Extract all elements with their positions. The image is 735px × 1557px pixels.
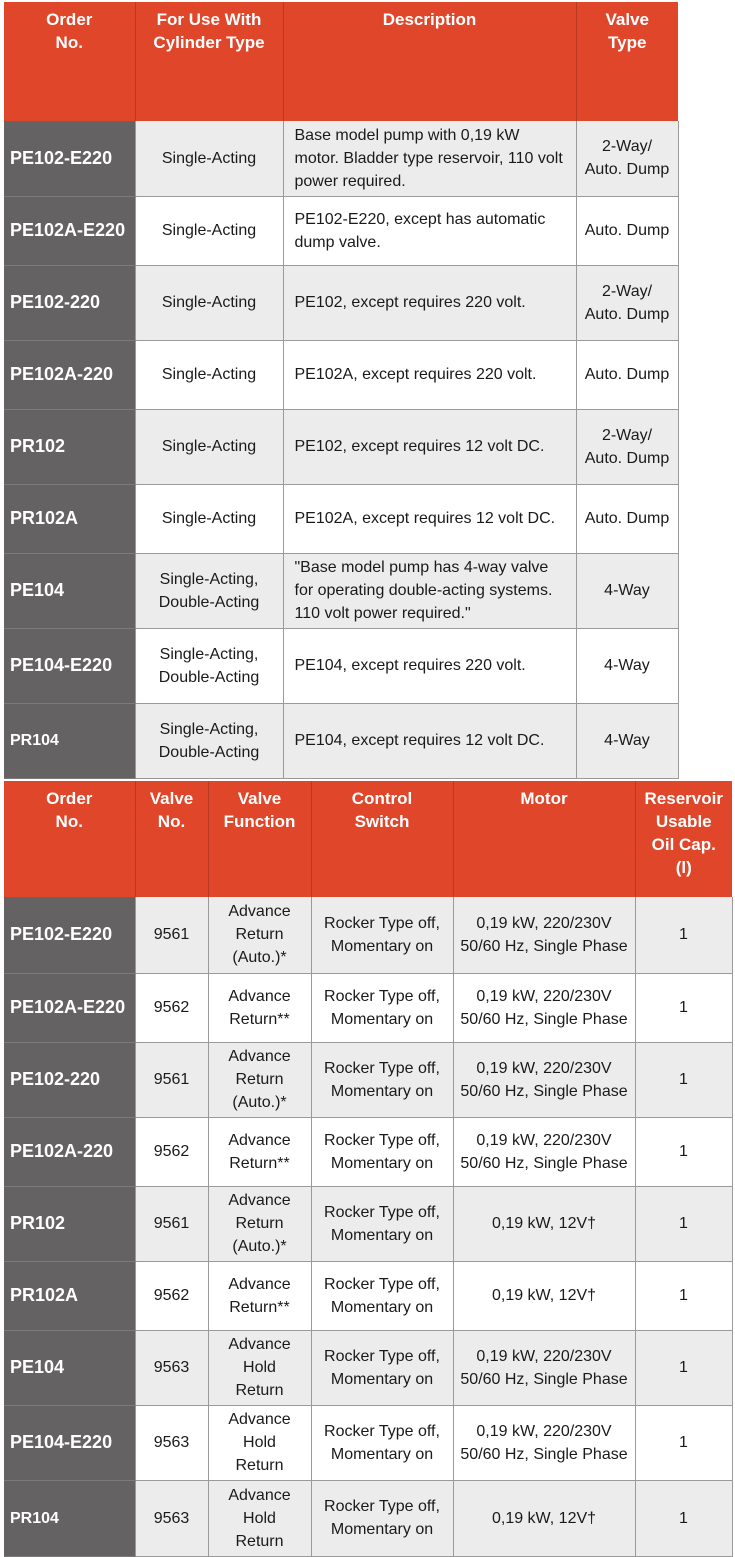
order-number-cell: PE102-E220 xyxy=(4,121,135,196)
header-order-no: Order No. xyxy=(4,781,135,897)
valve-type-cell: Auto. Dump xyxy=(576,484,678,553)
reservoir-capacity-cell: 1 xyxy=(635,897,732,973)
table-row xyxy=(4,121,678,196)
motor-cell: 0,19 kW, 220/230V 50/60 Hz, Single Phase xyxy=(453,1330,635,1405)
order-number-cell: PR102 xyxy=(4,409,135,484)
header-valve-type: Valve Type xyxy=(576,2,678,121)
reservoir-capacity-cell: 1 xyxy=(635,1186,732,1261)
header-reservoir-capacity: Reservoir Usable Oil Cap. (l) xyxy=(635,781,732,897)
table-header-row xyxy=(4,781,732,897)
description-cell: "Base model pump has 4-way valve for operating double-acting systems. 110 volt power required." xyxy=(283,553,576,628)
header-valve-function: Valve Function xyxy=(208,781,311,897)
reservoir-capacity-cell: 1 xyxy=(635,1405,732,1480)
valve-function-cell: Advance Return** xyxy=(208,1261,311,1330)
cylinder-type-cell: Single-Acting, Double-Acting xyxy=(135,703,283,778)
cylinder-type-cell: Single-Acting, Double-Acting xyxy=(135,628,283,703)
description-cell: PE102, except requires 12 volt DC. xyxy=(283,409,576,484)
valve-type-cell: 2-Way/ Auto. Dump xyxy=(576,265,678,340)
order-number-cell: PE102-220 xyxy=(4,265,135,340)
table-row xyxy=(4,628,678,703)
table-row xyxy=(4,1480,732,1556)
valve-type-cell: 4-Way xyxy=(576,703,678,778)
order-number-cell: PE104 xyxy=(4,1330,135,1405)
cylinder-type-cell: Single-Acting, Double-Acting xyxy=(135,553,283,628)
motor-cell: 0,19 kW, 220/230V 50/60 Hz, Single Phase xyxy=(453,1405,635,1480)
cylinder-type-cell: Single-Acting xyxy=(135,484,283,553)
valve-type-cell: 2-Way/ Auto. Dump xyxy=(576,409,678,484)
order-number-cell: PE102A-220 xyxy=(4,1117,135,1186)
valve-type-cell: 2-Way/ Auto. Dump xyxy=(576,121,678,196)
valve-type-cell: 4-Way xyxy=(576,553,678,628)
table-row xyxy=(4,897,732,973)
header-order-no: Order No. xyxy=(4,2,135,121)
header-control-switch: Control Switch xyxy=(311,781,453,897)
cylinder-type-cell: Single-Acting xyxy=(135,265,283,340)
valve-function-cell: Advance Return (Auto.)* xyxy=(208,1186,311,1261)
motor-cell: 0,19 kW, 220/230V 50/60 Hz, Single Phase xyxy=(453,973,635,1042)
valve-number-cell: 9562 xyxy=(135,973,208,1042)
table-row xyxy=(4,1330,732,1405)
valve-number-cell: 9563 xyxy=(135,1480,208,1556)
table-row xyxy=(4,1405,732,1480)
valve-function-cell: Advance Hold Return xyxy=(208,1330,311,1405)
control-switch-cell: Rocker Type off, Momentary on xyxy=(311,1042,453,1117)
valve-number-cell: 9562 xyxy=(135,1261,208,1330)
description-cell: PE102-E220, except has automatic dump valve. xyxy=(283,196,576,265)
header-valve-no: Valve No. xyxy=(135,781,208,897)
description-cell: PE104, except requires 12 volt DC. xyxy=(283,703,576,778)
reservoir-capacity-cell: 1 xyxy=(635,1261,732,1330)
control-switch-cell: Rocker Type off, Momentary on xyxy=(311,1261,453,1330)
order-number-cell: PE102A-220 xyxy=(4,340,135,409)
cylinder-type-cell: Single-Acting xyxy=(135,409,283,484)
table-row xyxy=(4,703,678,778)
order-number-cell: PR104 xyxy=(4,703,135,778)
order-number-cell: PE102A-E220 xyxy=(4,196,135,265)
header-description: Description xyxy=(283,2,576,121)
order-number-cell: PE102-220 xyxy=(4,1042,135,1117)
valve-type-cell: 4-Way xyxy=(576,628,678,703)
control-switch-cell: Rocker Type off, Momentary on xyxy=(311,1330,453,1405)
order-number-cell: PE104-E220 xyxy=(4,628,135,703)
motor-cell: 0,19 kW, 220/230V 50/60 Hz, Single Phase xyxy=(453,1042,635,1117)
valve-number-cell: 9561 xyxy=(135,1186,208,1261)
motor-cell: 0,19 kW, 12V† xyxy=(453,1480,635,1556)
table-header-row xyxy=(4,2,678,121)
table-row xyxy=(4,1186,732,1261)
motor-cell: 0,19 kW, 220/230V 50/60 Hz, Single Phase xyxy=(453,897,635,973)
reservoir-capacity-cell: 1 xyxy=(635,1117,732,1186)
order-number-cell: PR104 xyxy=(4,1480,135,1556)
order-number-cell: PR102 xyxy=(4,1186,135,1261)
header-cylinder-type: For Use With Cylinder Type xyxy=(135,2,283,121)
order-number-cell: PE104 xyxy=(4,553,135,628)
pump-spec-table xyxy=(4,2,679,779)
reservoir-capacity-cell: 1 xyxy=(635,1330,732,1405)
reservoir-capacity-cell: 1 xyxy=(635,973,732,1042)
table-row xyxy=(4,1042,732,1117)
control-switch-cell: Rocker Type off, Momentary on xyxy=(311,1405,453,1480)
table-row xyxy=(4,553,678,628)
reservoir-capacity-cell: 1 xyxy=(635,1042,732,1117)
cylinder-type-cell: Single-Acting xyxy=(135,340,283,409)
cylinder-type-cell: Single-Acting xyxy=(135,196,283,265)
table-row xyxy=(4,484,678,553)
description-cell: PE102, except requires 220 volt. xyxy=(283,265,576,340)
table-row xyxy=(4,1117,732,1186)
valve-function-cell: Advance Return** xyxy=(208,1117,311,1186)
order-number-cell: PR102A xyxy=(4,1261,135,1330)
table-row xyxy=(4,973,732,1042)
valve-number-cell: 9562 xyxy=(135,1117,208,1186)
description-cell: PE102A, except requires 12 volt DC. xyxy=(283,484,576,553)
control-switch-cell: Rocker Type off, Momentary on xyxy=(311,973,453,1042)
motor-cell: 0,19 kW, 220/230V 50/60 Hz, Single Phase xyxy=(453,1117,635,1186)
table-row xyxy=(4,1261,732,1330)
valve-number-cell: 9561 xyxy=(135,1042,208,1117)
table-row xyxy=(4,265,678,340)
control-switch-cell: Rocker Type off, Momentary on xyxy=(311,1480,453,1556)
control-switch-cell: Rocker Type off, Momentary on xyxy=(311,897,453,973)
valve-number-cell: 9563 xyxy=(135,1405,208,1480)
valve-function-cell: Advance Hold Return xyxy=(208,1480,311,1556)
cylinder-type-cell: Single-Acting xyxy=(135,121,283,196)
valve-function-cell: Advance Hold Return xyxy=(208,1405,311,1480)
pump-detail-table xyxy=(4,781,733,1557)
valve-number-cell: 9561 xyxy=(135,897,208,973)
motor-cell: 0,19 kW, 12V† xyxy=(453,1261,635,1330)
order-number-cell: PR102A xyxy=(4,484,135,553)
table-row xyxy=(4,340,678,409)
description-cell: PE104, except requires 220 volt. xyxy=(283,628,576,703)
table-row xyxy=(4,409,678,484)
valve-number-cell: 9563 xyxy=(135,1330,208,1405)
description-cell: PE102A, except requires 220 volt. xyxy=(283,340,576,409)
valve-function-cell: Advance Return (Auto.)* xyxy=(208,1042,311,1117)
motor-cell: 0,19 kW, 12V† xyxy=(453,1186,635,1261)
valve-type-cell: Auto. Dump xyxy=(576,340,678,409)
control-switch-cell: Rocker Type off, Momentary on xyxy=(311,1186,453,1261)
control-switch-cell: Rocker Type off, Momentary on xyxy=(311,1117,453,1186)
header-motor: Motor xyxy=(453,781,635,897)
order-number-cell: PE102-E220 xyxy=(4,897,135,973)
table-row xyxy=(4,196,678,265)
description-cell: Base model pump with 0,19 kW motor. Bladder type reservoir, 110 volt power required. xyxy=(283,121,576,196)
reservoir-capacity-cell: 1 xyxy=(635,1480,732,1556)
valve-function-cell: Advance Return** xyxy=(208,973,311,1042)
valve-type-cell: Auto. Dump xyxy=(576,196,678,265)
order-number-cell: PE104-E220 xyxy=(4,1405,135,1480)
valve-function-cell: Advance Return (Auto.)* xyxy=(208,897,311,973)
order-number-cell: PE102A-E220 xyxy=(4,973,135,1042)
